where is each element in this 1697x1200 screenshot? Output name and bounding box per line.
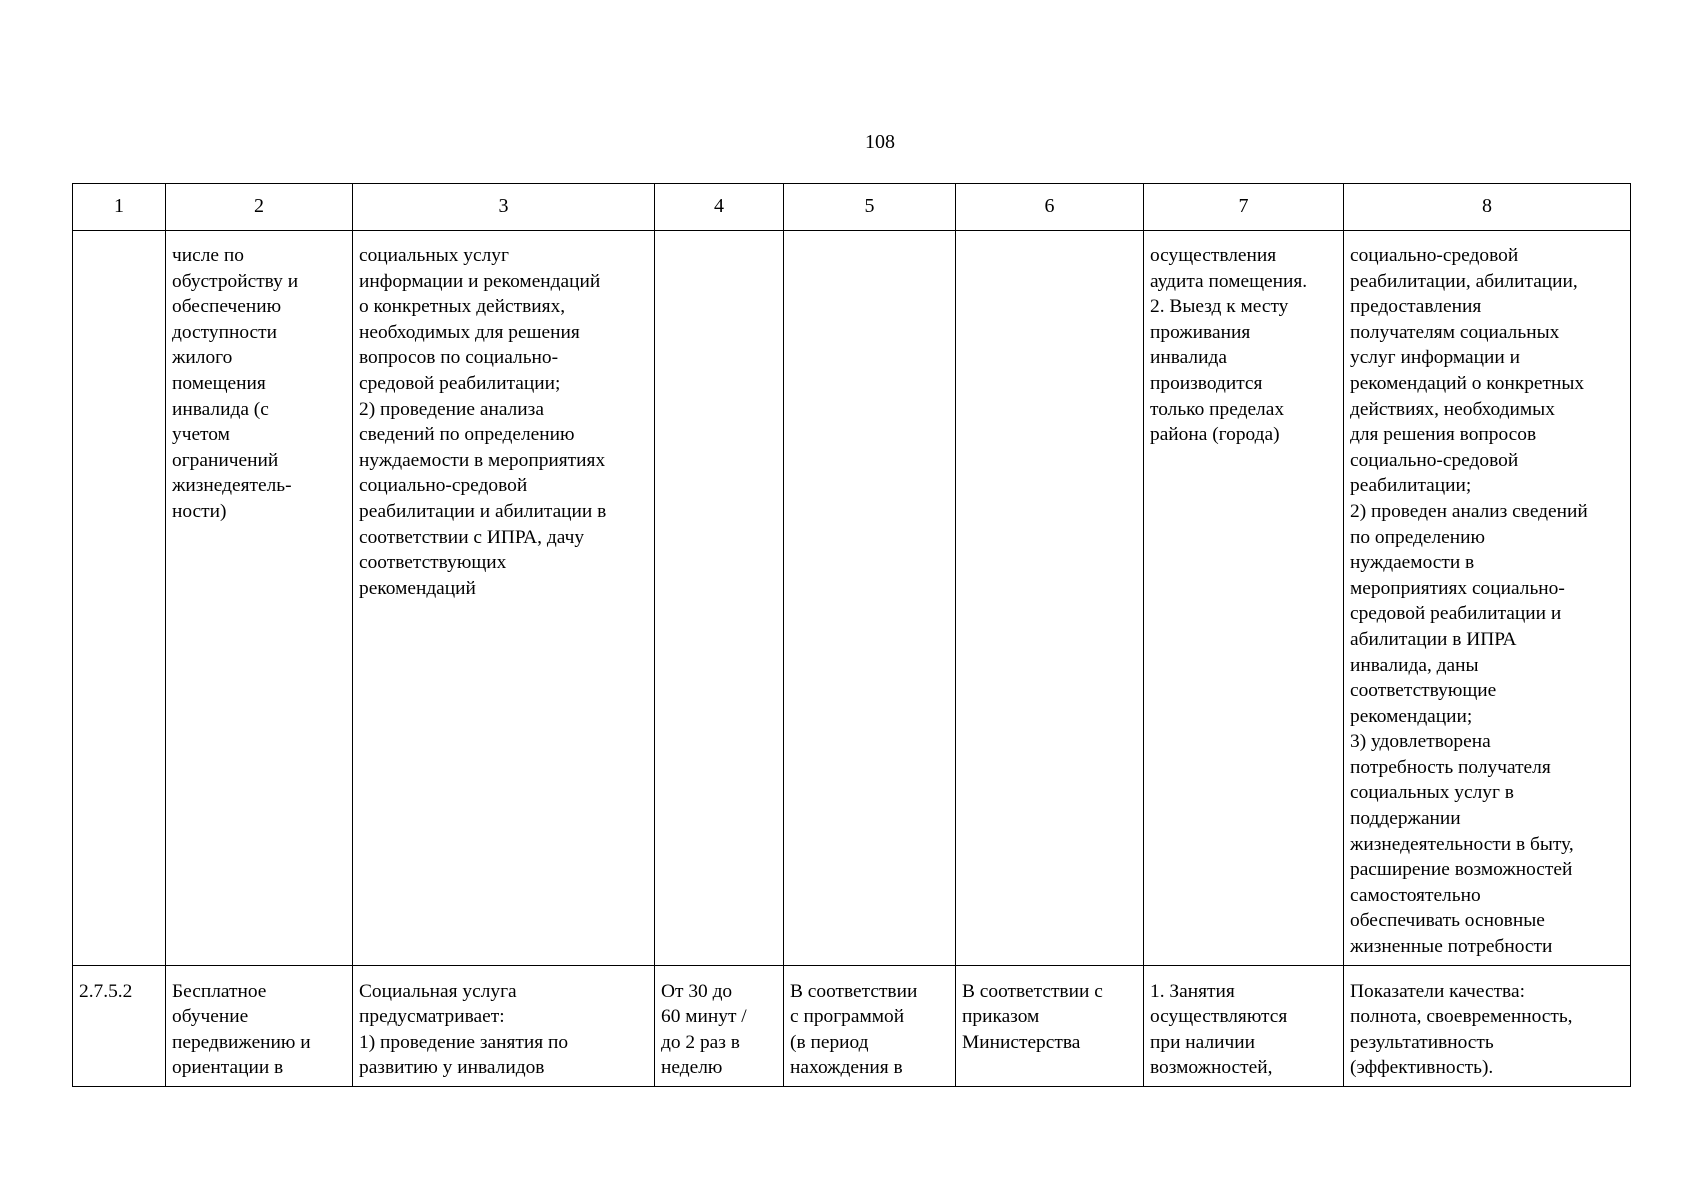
table-cell-quality-indicators: социально-средовой реабилитации, абилитации, предоставления получателям социальных услуг информации и рекомендаций о конкретных действиях, необходимых для решения вопросов социально-средовой реабилитации; 2) проведен анализ сведений по определению нуждаемости в мероприятиях социально- средовой реабилитации и абилитации в ИПРА инвалида, даны соответствующие рекомендации; 3) удовлетворена потребность получателя социальных услуг в поддержании жизнедеятельности в быту, расширение возможностей самостоятельно обеспечивать основные жизненные потребности [1344,231,1631,966]
table-cell-norm-time [655,231,784,966]
table-header-row [73,184,1631,231]
table-cell-period [784,231,956,966]
table-row [73,231,1631,966]
table-cell-conditions: осуществления аудита помещения. 2. Выезд к месту проживания инвалида производится только пределах района (города) [1144,231,1344,966]
table-cell-period: В соответствии с программой (в период нахождения в [784,965,956,1086]
column-header: 3 [353,184,655,231]
table-cell-service-description: Социальная услуга предусматривает: 1) проведение занятия по развитию у инвалидов [353,965,655,1086]
table-cell-number [73,231,166,966]
column-header: 6 [956,184,1144,231]
column-header: 2 [166,184,353,231]
column-header: 4 [655,184,784,231]
table-cell-tariff: В соответствии с приказом Министерства [956,965,1144,1086]
table-cell-service-description: социальных услуг информации и рекомендаций о конкретных действиях, необходимых для решения вопросов по социально- средовой реабилитации; 2) проведение анализа сведений по определению нуждаемости в мероприятиях социально-средовой реабилитации и абилитации в соответствии с ИПРА, дачу соответствующих рекомендаций [353,231,655,966]
table-cell-service-name: числе по обустройству и обеспечению доступности жилого помещения инвалида (с учетом ограничений жизнедеятель- ности) [166,231,353,966]
services-table [72,183,1631,1087]
column-header: 7 [1144,184,1344,231]
page-number: 108 [865,131,895,153]
table-cell-conditions: 1. Занятия осуществляются при наличии возможностей, [1144,965,1344,1086]
column-header: 5 [784,184,956,231]
table-cell-quality-indicators: Показатели качества: полнота, своевременность, результативность (эффективность). [1344,965,1631,1086]
column-header: 8 [1344,184,1631,231]
table-cell-tariff [956,231,1144,966]
table-cell-service-name: Бесплатное обучение передвижению и ориентации в [166,965,353,1086]
table-cell-norm-time: От 30 до 60 минут / до 2 раз в неделю [655,965,784,1086]
column-header: 1 [73,184,166,231]
table-cell-number: 2.7.5.2 [73,965,166,1086]
table-row [73,965,1631,1086]
